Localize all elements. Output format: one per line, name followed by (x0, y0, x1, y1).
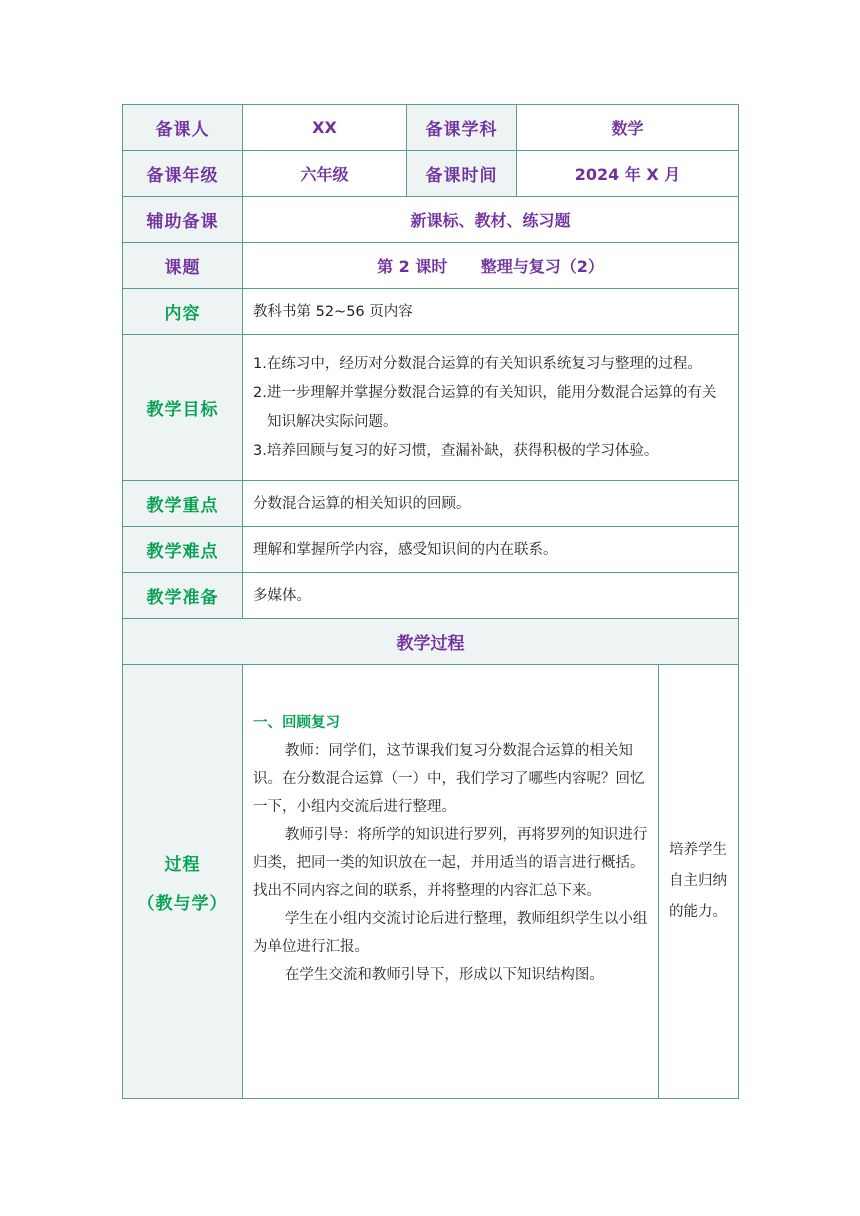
key-value: 分数混合运算的相关知识的回顾。 (243, 481, 739, 527)
row-grade (123, 151, 739, 197)
time-label: 备课时间 (407, 151, 517, 197)
row-prep (123, 573, 739, 619)
prep-label: 教学准备 (123, 573, 243, 619)
process-label-line2: （教与学） (137, 893, 228, 914)
process-header: 教学过程 (123, 619, 739, 665)
grade-label: 备课年级 (123, 151, 243, 197)
goal-item: 2.进一步理解并掌握分数混合运算的有关知识，能用分数混合运算的有关知识解决实际问题。 (253, 384, 717, 430)
process-paragraph: 教师引导：将所学的知识进行罗列，再将罗列的知识进行归类，把同一类的知识放在一起，并用适当的语言进行概括。找出不同内容之间的联系，并将整理的内容汇总下来。 (253, 827, 648, 899)
row-process-header (123, 619, 739, 665)
row-goals (123, 335, 739, 481)
topic-value: 第 2 课时 整理与复习（2） (243, 243, 739, 289)
row-difficulty (123, 527, 739, 573)
difficulty-value: 理解和掌握所学内容，感受知识间的内在联系。 (243, 527, 739, 573)
process-label (123, 665, 243, 1099)
key-label: 教学重点 (123, 481, 243, 527)
process-label-line1: 过程 (164, 854, 201, 875)
row-key (123, 481, 739, 527)
row-content (123, 289, 739, 335)
subject-value: 数学 (517, 105, 739, 151)
process-paragraph: 学生在小组内交流讨论后进行整理，教师组织学生以小组为单位进行汇报。 (253, 911, 648, 955)
content-value: 教科书第 52~56 页内容 (243, 289, 739, 335)
process-content (243, 665, 659, 1099)
content-label: 内容 (123, 289, 243, 335)
preparer-value: XX (243, 105, 407, 151)
goals-list (243, 344, 738, 472)
prep-value: 多媒体。 (243, 573, 739, 619)
aux-label: 辅助备课 (123, 197, 243, 243)
goal-item: 3.培养回顾与复习的好习惯，查漏补缺，获得积极的学习体验。 (253, 442, 659, 459)
subject-label: 备课学科 (407, 105, 517, 151)
row-process (123, 665, 739, 1099)
row-preparer (123, 105, 739, 151)
preparer-label: 备课人 (123, 105, 243, 151)
goal-item: 1.在练习中，经历对分数混合运算的有关知识系统复习与整理的过程。 (253, 355, 702, 372)
difficulty-label: 教学难点 (123, 527, 243, 573)
row-aux (123, 197, 739, 243)
time-value: 2024 年 X 月 (517, 151, 739, 197)
aux-value: 新课标、教材、练习题 (243, 197, 739, 243)
process-note: 培养学生自主归纳的能力。 (659, 665, 739, 1099)
process-paragraph: 在学生交流和教师引导下，形成以下知识结构图。 (284, 967, 604, 983)
section-title: 一、回顾复习 (253, 715, 340, 731)
goals-cell (243, 335, 739, 481)
goals-label: 教学目标 (123, 335, 243, 481)
process-paragraph: 教师：同学们，这节课我们复习分数混合运算的相关知识。在分数混合运算（一）中，我们学习了哪些内容呢？回忆一下，小组内交流后进行整理。 (253, 743, 645, 815)
topic-label: 课题 (123, 243, 243, 289)
lesson-plan-table (122, 104, 739, 1099)
grade-value: 六年级 (243, 151, 407, 197)
row-topic (123, 243, 739, 289)
